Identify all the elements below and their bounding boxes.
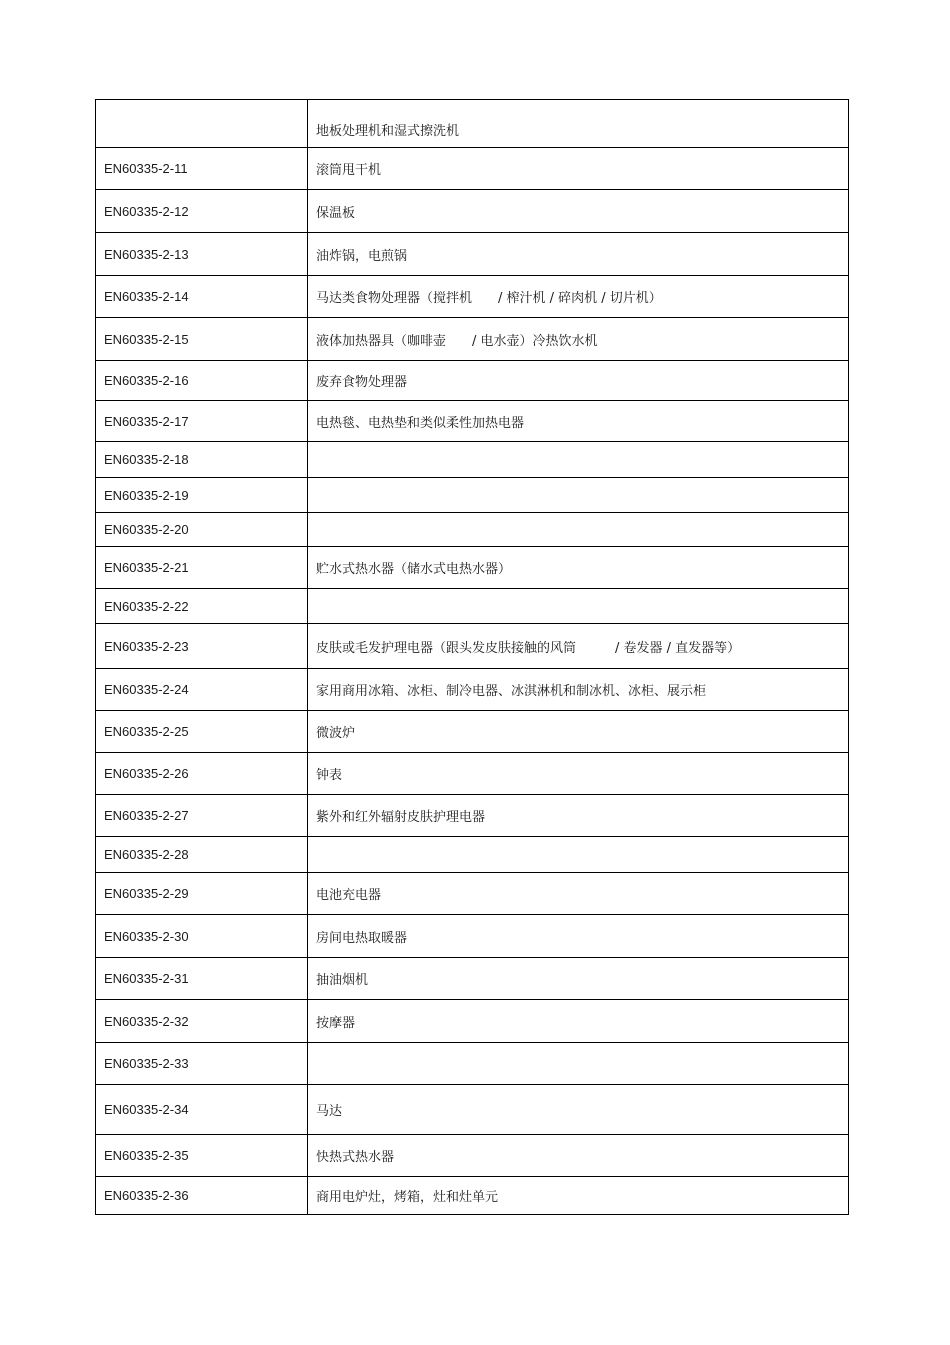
standard-code-cell: EN60335-2-14 (96, 276, 308, 318)
product-description-cell: 电热毯、电热垫和类似柔性加热电器 (308, 401, 849, 442)
product-description-cell: 抽油烟机 (308, 958, 849, 1000)
product-description-cell (308, 513, 849, 547)
standard-code-cell: EN60335-2-22 (96, 589, 308, 624)
standards-table (95, 99, 849, 1215)
table-row (96, 669, 849, 711)
product-description-cell: 废弃食物处理器 (308, 361, 849, 401)
standard-code-cell: EN60335-2-26 (96, 753, 308, 795)
product-description-cell: 滚筒甩干机 (308, 148, 849, 190)
standard-code-cell: EN60335-2-21 (96, 547, 308, 589)
product-description-cell (308, 478, 849, 513)
table-row (96, 958, 849, 1000)
table-row (96, 100, 849, 148)
product-description-cell: 贮水式热水器（储水式电热水器） (308, 547, 849, 589)
table-row (96, 1135, 849, 1177)
standard-code-cell: EN60335-2-35 (96, 1135, 308, 1177)
standard-code-cell: EN60335-2-31 (96, 958, 308, 1000)
product-description-cell: 保温板 (308, 190, 849, 233)
product-description-cell: 房间电热取暖器 (308, 915, 849, 958)
standard-code-cell: EN60335-2-18 (96, 442, 308, 478)
standard-code-cell: EN60335-2-17 (96, 401, 308, 442)
standard-code-cell: EN60335-2-23 (96, 624, 308, 669)
table-row (96, 915, 849, 958)
table-row (96, 233, 849, 276)
product-description-cell: 钟表 (308, 753, 849, 795)
table-row (96, 624, 849, 669)
standard-code-cell: EN60335-2-19 (96, 478, 308, 513)
table-row (96, 401, 849, 442)
product-description-cell: 紫外和红外辐射皮肤护理电器 (308, 795, 849, 837)
table-row (96, 753, 849, 795)
table-row (96, 1000, 849, 1043)
table-row (96, 361, 849, 401)
standard-code-cell: EN60335-2-27 (96, 795, 308, 837)
product-description-cell (308, 1043, 849, 1085)
standard-code-cell: EN60335-2-30 (96, 915, 308, 958)
standard-code-cell: EN60335-2-13 (96, 233, 308, 276)
table-row (96, 589, 849, 624)
standard-code-cell: EN60335-2-12 (96, 190, 308, 233)
product-description-cell: 地板处理机和湿式擦洗机 (308, 100, 849, 148)
table-row (96, 478, 849, 513)
standard-code-cell: EN60335-2-24 (96, 669, 308, 711)
product-description-cell: 微波炉 (308, 711, 849, 753)
product-description-cell: 电池充电器 (308, 873, 849, 915)
standard-code-cell: EN60335-2-15 (96, 318, 308, 361)
product-description-cell (308, 837, 849, 873)
standard-code-cell: EN60335-2-11 (96, 148, 308, 190)
product-description-cell: 油炸锅，电煎锅 (308, 233, 849, 276)
product-description-cell: 快热式热水器 (308, 1135, 849, 1177)
table-row (96, 513, 849, 547)
table-row (96, 276, 849, 318)
table-row (96, 873, 849, 915)
table-row (96, 190, 849, 233)
product-description-cell: 马达 (308, 1085, 849, 1135)
table-row (96, 1177, 849, 1215)
table-row (96, 711, 849, 753)
standard-code-cell: EN60335-2-34 (96, 1085, 308, 1135)
standard-code-cell: EN60335-2-29 (96, 873, 308, 915)
standard-code-cell: EN60335-2-33 (96, 1043, 308, 1085)
product-description-cell (308, 589, 849, 624)
table-row (96, 1085, 849, 1135)
product-description-cell: 商用电炉灶，烤箱，灶和灶单元 (308, 1177, 849, 1215)
standards-table-body (96, 100, 849, 1215)
table-row (96, 547, 849, 589)
product-description-cell: 家用商用冰箱、冰柜、制冷电器、冰淇淋机和制冰机、冰柜、展示柜 (308, 669, 849, 711)
product-description-cell: 皮肤或毛发护理电器（跟头发皮肤接触的风筒 / 卷发器 / 直发器等） (308, 624, 849, 669)
standard-code-cell: EN60335-2-36 (96, 1177, 308, 1215)
table-row (96, 442, 849, 478)
product-description-cell (308, 442, 849, 478)
product-description-cell: 马达类食物处理器（搅拌机 / 榨汁机 / 碎肉机 / 切片机） (308, 276, 849, 318)
standard-code-cell: EN60335-2-32 (96, 1000, 308, 1043)
table-row (96, 795, 849, 837)
table-row (96, 148, 849, 190)
standard-code-cell (96, 100, 308, 148)
standard-code-cell: EN60335-2-16 (96, 361, 308, 401)
table-row (96, 1043, 849, 1085)
table-row (96, 837, 849, 873)
product-description-cell: 按摩器 (308, 1000, 849, 1043)
standard-code-cell: EN60335-2-25 (96, 711, 308, 753)
standard-code-cell: EN60335-2-20 (96, 513, 308, 547)
standard-code-cell: EN60335-2-28 (96, 837, 308, 873)
table-row (96, 318, 849, 361)
product-description-cell: 液体加热器具（咖啡壶 / 电水壶）冷热饮水机 (308, 318, 849, 361)
